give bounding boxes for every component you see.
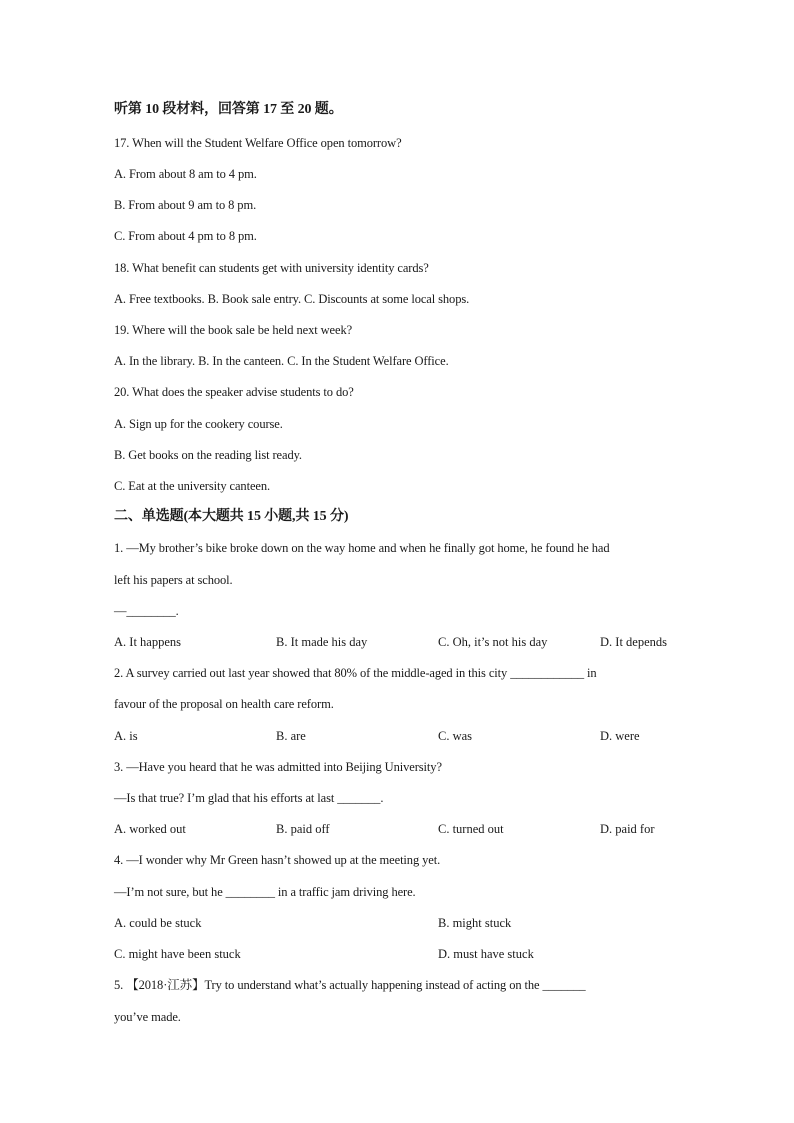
question-20-stem: 20. What does the speaker advise students to do? (114, 385, 354, 399)
question-17-stem: 17. When will the Student Welfare Office open tomorrow? (114, 136, 402, 150)
question-18-options: A. Free textbooks. B. Book sale entry. C. Discounts at some local shops. (114, 292, 470, 306)
question-4-option-c: C. might have been stuck (114, 947, 241, 961)
question-1-option-a: A. It happens (114, 635, 181, 649)
question-4-line-2: —I’m not sure, but he ________ in a traffic jam driving here. (114, 885, 416, 899)
question-17-option-c: C. From about 4 pm to 8 pm. (114, 229, 257, 243)
question-1-line-1: 1. —My brother’s bike broke down on the way home and when he finally got home, he found he had (114, 541, 610, 555)
question-20-option-b: B. Get books on the reading list ready. (114, 448, 302, 462)
question-4-line-1: 4. —I wonder why Mr Green hasn’t showed up at the meeting yet. (114, 853, 441, 867)
question-2-line-2: favour of the proposal on health care reform. (114, 697, 334, 711)
section-heading-listening: 听第 10 段材料，回答第 17 至 20 题。 (114, 102, 343, 117)
question-19-stem: 19. Where will the book sale be held next week? (114, 323, 353, 337)
question-17-option-a: A. From about 8 am to 4 pm. (114, 167, 257, 181)
question-1-line-2: left his papers at school. (114, 573, 233, 587)
question-2-option-b: B. are (276, 729, 306, 743)
question-1-blank: —________. (114, 604, 179, 618)
question-3-option-a: A. worked out (114, 822, 186, 836)
question-2-option-d: D. were (600, 729, 640, 743)
question-3-line-1: 3. —Have you heard that he was admitted into Beijing University? (114, 760, 442, 774)
question-3-option-c: C. turned out (438, 822, 504, 836)
question-4-option-d: D. must have stuck (438, 947, 534, 961)
question-3-option-b: B. paid off (276, 822, 330, 836)
question-4-option-a: A. could be stuck (114, 916, 202, 930)
section-heading-single-choice: 二、单选题(本大题共 15 小题,共 15 分) (114, 509, 349, 524)
question-4-option-b: B. might stuck (438, 916, 512, 930)
question-18-stem: 18. What benefit can students get with university identity cards? (114, 261, 429, 275)
question-2-option-c: C. was (438, 729, 473, 743)
question-20-option-a: A. Sign up for the cookery course. (114, 417, 283, 431)
question-2-option-a: A. is (114, 729, 138, 743)
question-17-option-b: B. From about 9 am to 8 pm. (114, 198, 257, 212)
question-1-option-c: C. Oh, it’s not his day (438, 635, 548, 649)
question-2-line-1: 2. A survey carried out last year showed that 80% of the middle-aged in this city ____________ in (114, 666, 597, 680)
question-20-option-c: C. Eat at the university canteen. (114, 479, 271, 493)
question-19-options: A. In the library. B. In the canteen. C. In the Student Welfare Office. (114, 354, 449, 368)
question-1-option-d: D. It depends (600, 635, 667, 649)
question-3-option-d: D. paid for (600, 822, 655, 836)
question-3-line-2: —Is that true? I’m glad that his efforts at last _______. (114, 791, 384, 805)
question-1-option-b: B. It made his day (276, 635, 368, 649)
question-5-line-2: you’ve made. (114, 1010, 181, 1024)
question-5-line-1: 5. 【2018·江苏】Try to understand what’s actually happening instead of acting on the _______ (114, 978, 586, 992)
